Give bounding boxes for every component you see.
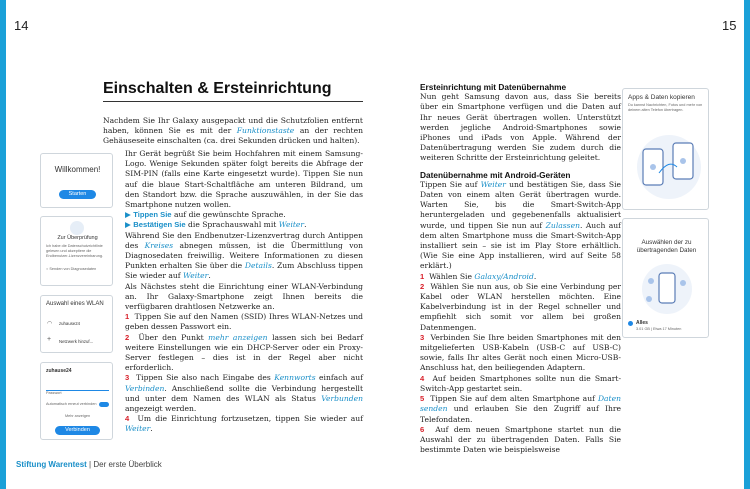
select-all-label: Alles [636,320,648,326]
show-more[interactable]: Mehr anzeigen [64,414,91,418]
phones-illustration [629,125,704,205]
shield-icon [70,221,84,235]
plus-icon: + [47,336,52,343]
welcome-title: Willkommen! [54,165,101,174]
ssid-label: zuhause24 [46,368,72,374]
transfer-illustration [637,259,697,324]
wlan-password-screenshot [40,362,113,440]
select-all-check[interactable] [628,321,633,326]
auto-reconnect-label: Automatisch erneut verbinden [46,402,97,406]
wlan-screenshot [40,295,113,353]
network-item[interactable]: zuhause24 [59,321,81,326]
review-title: Zur Überprüfung [57,235,98,241]
left-column: Ihr Gerät begrüßt Sie beim Hochfahren mit einem Samsung-Logo. Wenige Sekunden später folgt bereits die Abfrage der SIM-PIN (falls eine Karte eingesetzt wurde). Tippen Sie nun auf die blaue Start-Schaltfläche am unteren Bildrand, um den Standort bzw. die Sprache auszuwählen, in der Sie das Smartphone nutzen wollen. ▶ Tippen Sie auf die gewünschte Sprache. ▶ Bestätigen Sie die Sprachauswahl mit Weiter. Während Sie den Endbenutzer-Lizenzvertrag durch Antippen des Kreises abnegen müssen, ist die Übermittlung von Diagnosedaten freiwillig. Weitere Informationen zu diesen Punkten erhalten Sie über die Details. Zum Abschluss tippen Sie wieder auf Weiter. Als Nächstes steht die Einrichtung einer WLAN-Verbindung an. Ihr Galaxy-Smartphone zeigt Ihnen bereits die verfügbaren drahtlosen Netzwerke an. 1 Tippen Sie auf den Namen (SSID) Ihres WLAN-Netzes und geben dessen Passwort ein. 2 Über den Punkt mehr anzeigen lassen sich bei Bedarf weitere Einstellungen wie ein DHCP-Server oder ein Proxy-Server festlegen – dies ist in der Regel aber nicht erforderlich. 3 Tippen Sie also nach Eingabe des Kennworts einfach auf Verbinden. Anschließend sollte die Verbindung hergestellt und unter dem Namen des WLAN als Status Verbunden angezeigt werden. 4 Um die Einrichtung fortzusetzen, tippen Sie wieder auf Weiter. [125,149,364,434]
add-network[interactable]: Netzwerk hinzuf... [59,339,94,344]
review-screenshot [40,216,113,286]
right-column: Ersteinrichtung mit Datenübernahme Nun geht Samsung davon aus, dass Sie bereits über ein Smartphone verfügen und die Daten auf Ihr neues Gerät übertragen wollen. Unterstützt werden jegliche Android-Smartphones sowie iPhones und iPads von Apple. Während der Datenübertragung werden Sie zudem durch die weiteren Schritte der Ersteinrichtung geleitet. Datenübernahme mit Android-Geräten Tippen Sie auf Weiter und bestätigen Sie, dass Sie Daten von einem alten Gerät übertragen wurde. Warten Sie, bis die Smart-Switch-App heruntergeladen und gegebenenfalls aktualisiert wurde, und tippen Sie nun auf Zulassen. Auch auf dem alten Smartphone muss die Smart-Switch-App installiert sein – sie ist im Play Store erhältlich. (Wie Sie eine App installieren, wird auf Seite 58 erklärt.) 1 Wählen Sie Galaxy/Android. 2 Wählen Sie nun aus, ob Sie eine Verbindung per Kabel oder WLAN herstellen möchten. Eine Kabelverbindung ist in der Regel schneller und empfiehlt sich somit vor allem bei großen Datenmengen. 3 Verbinden Sie Ihre beiden Smartphones mit den mitgelieferten USB-Kabeln (USB-C auf USB-C) sowie, falls Ihr altes Gerät noch einen Micro-USB-Anschluss hat, den beiliegenden Adaptern. 4 Auf beiden Smartphones sollte nun die Smart-Switch-App gestartet sein. 5 Tippen Sie auf dem alten Smartphone auf Daten senden und erlauben Sie den Zugriff auf Ihre Telefondaten. 6 Auf dem neuen Smartphone startet nun die Auswahl der zu übertragenden Daten. Falls Sie bestimmte Daten wie beispielsweise [420,82,622,455]
start-button[interactable]: Starten [59,190,96,199]
section-heading-1: Ersteinrichtung mit Datenübernahme [420,82,567,92]
welcome-screenshot [40,153,113,208]
page-number-right: 15 [722,18,737,33]
apps-copy-screenshot [622,88,709,210]
left-edge-bar [0,0,6,489]
wlan-title: Auswahl eines WLAN [46,301,104,307]
review-body: Ich habe die Datenschutzrichtlinie gelesen und akzeptiere die Endbenutzer-Lizenzvereinbarung. [46,244,103,258]
intro-paragraph: Nachdem Sie Ihr Galaxy ausgepackt und die Schutzfolien entfernt haben, können Sie es mit der Funktionstaste an der rechten Gehäuseseite einschalten (ca. drei Sekunden drücken und halten). [103,116,363,146]
auto-reconnect-toggle[interactable] [99,402,109,407]
right-edge-bar [744,0,750,489]
page-title: Einschalten & Ersteinrichtung [103,80,332,97]
page-number-left: 14 [14,18,29,33]
title-rule [103,101,363,102]
select-data-screenshot [622,218,709,338]
footer: Stiftung Warentest | Der erste Überblick [16,460,162,469]
wifi-icon: ◠ [47,321,53,327]
diagnostics-option[interactable]: ○ Senden von Diagnosedaten [46,267,97,271]
password-field[interactable]: Passwort [46,381,109,391]
section-heading-2: Datenübernahme mit Android-Geräten [420,169,571,180]
select-meta: 3.01 GB | Etwa 17 Minuten [636,327,682,331]
apps-body: Du kannst Nachrichten, Fotos und mehr von deinem alten Telefon übertragen. [628,103,703,112]
connect-button[interactable]: Verbinden [55,426,100,435]
select-title: Auswählen der zu übertragenden Daten [636,239,697,254]
apps-title: Apps & Daten kopieren [628,94,695,101]
